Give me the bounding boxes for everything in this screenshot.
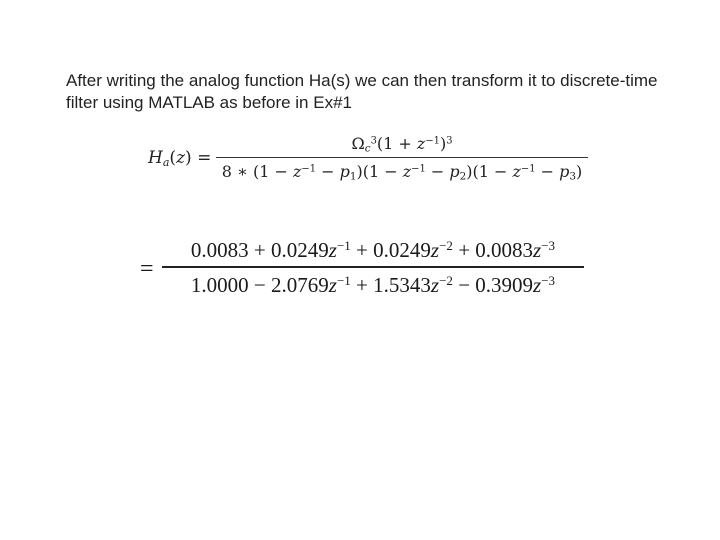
eq1-lhs: $H_a(z)$ = <box>148 148 212 169</box>
den-coef-3: 0.3909 <box>475 272 534 297</box>
eq2-fraction-bar <box>162 266 584 268</box>
den-coef-2: 1.5343 <box>373 272 431 297</box>
intro-line-2: filter using MATLAB as before in Ex#1 <box>66 93 352 112</box>
transfer-function-numeric <box>140 236 590 300</box>
num-coef-2: 0.0249 <box>373 238 431 262</box>
eq1-denominator: 8 ∗ $(1 - z^{-1} - p_1)(1 - z^{-1} - p_2)(1 - z^{-1} - p_3)$ <box>221 162 583 183</box>
eq1-fraction-bar <box>216 157 588 158</box>
eq2-numerator: $0.0083 + 0.0249z^{-1} + 0.0249z^{-2} + 0.0083z^{-3}$ <box>190 237 556 262</box>
den-coef-1: 2.0769 <box>271 272 329 297</box>
eq2-fraction <box>162 236 584 299</box>
eq2-denominator: $1.0000 - 2.0769z^{-1} + 1.5343z^{-2} - 0.3909z^{-3}$ <box>190 272 556 297</box>
den-coef-0: 1.0000 <box>190 272 249 297</box>
num-coef-0: 0.0083 <box>190 238 249 262</box>
eq2-equals-sign: = <box>140 256 154 282</box>
intro-line-1: After writing the analog function Ha(s) we can then transform it to discrete-time <box>66 71 658 90</box>
eq1-numerator: $\Omega_c^3(1 + z^{-1})^3$ <box>351 134 453 155</box>
transfer-function-symbolic <box>148 132 598 188</box>
intro-text <box>66 70 696 114</box>
num-coef-1: 0.0249 <box>271 238 329 262</box>
num-coef-3: 0.0083 <box>475 238 534 262</box>
eq1-fraction <box>216 132 588 184</box>
